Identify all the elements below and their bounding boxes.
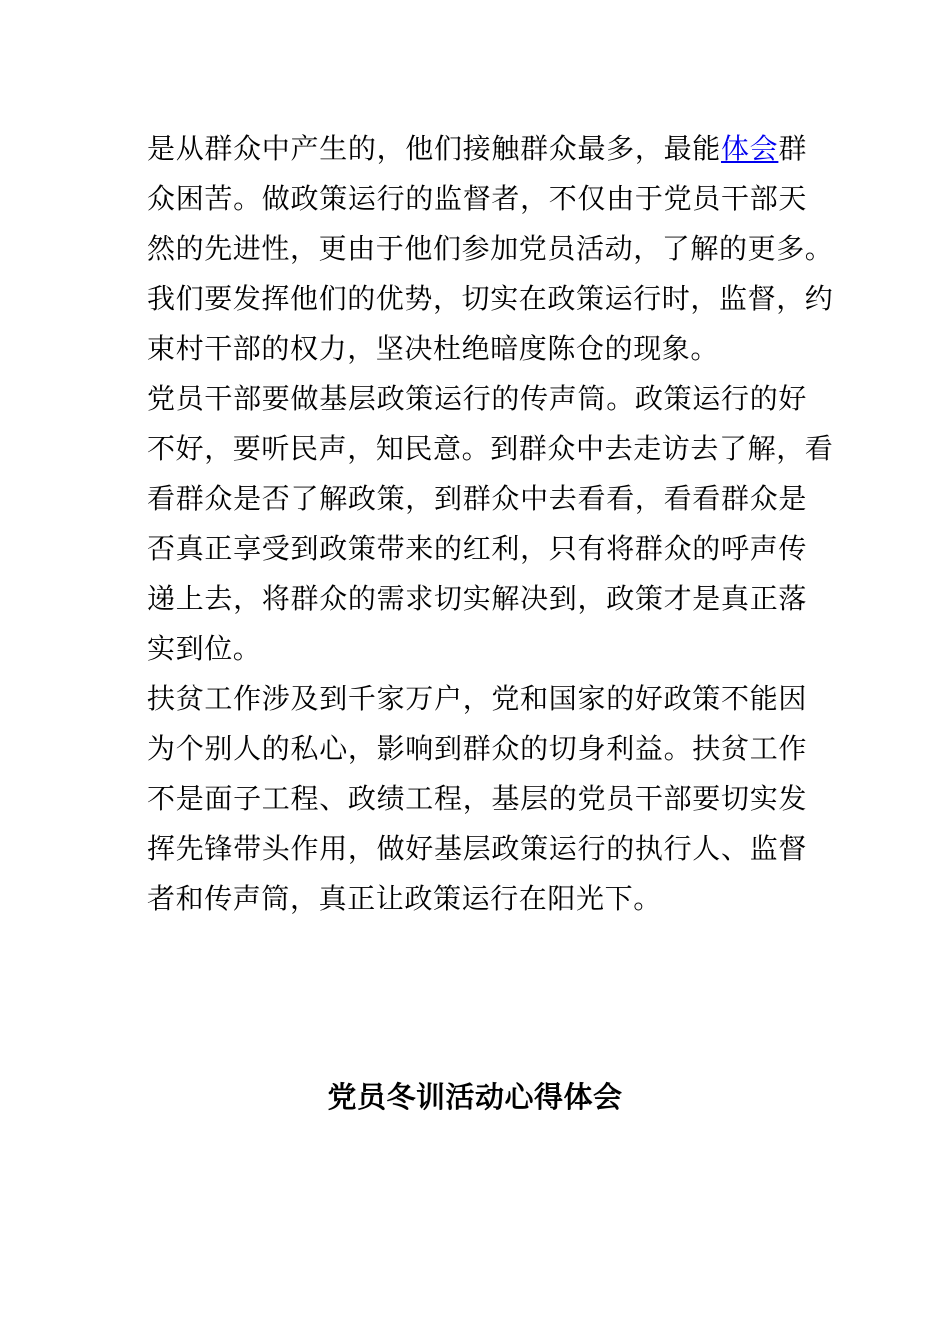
- document-body: [147, 124, 834, 924]
- paragraph-line: 扶贫工作涉及到千家万户，党和国家的好政策不能因: [147, 682, 807, 715]
- paragraph-line: 众困苦。做政策运行的监督者，不仅由于党员干部天: [147, 182, 807, 215]
- inline-link-tihui[interactable]: 体会: [720, 132, 779, 165]
- paragraph-line: 者和传声筒，真正让政策运行在阳光下。: [147, 882, 662, 915]
- paragraph-1: [147, 124, 834, 374]
- line-text: 是从群众中产生的，他们接触群众最多，最能: [147, 132, 721, 165]
- paragraph-line: 为个别人的私心，影响到群众的切身利益。扶贫工作: [147, 732, 807, 765]
- paragraph-line: [147, 124, 807, 174]
- paragraph-line: 不好，要听民声，知民意。到群众中去走访去了解，看: [147, 432, 834, 465]
- paragraph-line: 不是面子工程、政绩工程，基层的党员干部要切实发: [147, 782, 807, 815]
- paragraph-2: [147, 374, 834, 674]
- paragraph-line: 否真正享受到政策带来的红利，只有将群众的呼声传: [147, 532, 807, 565]
- paragraph-line: 党员干部要做基层政策运行的传声筒。政策运行的好: [147, 382, 807, 415]
- paragraph-line: 看群众是否了解政策，到群众中去看看，看看群众是: [147, 482, 807, 515]
- paragraph-3: [147, 674, 807, 924]
- paragraph-line: 实到位。: [147, 632, 262, 665]
- paragraph-line: 挥先锋带头作用，做好基层政策运行的执行人、监督: [147, 832, 807, 865]
- document-title: 党员冬训活动心得体会: [327, 1080, 623, 1114]
- paragraph-line: 然的先进性，更由于他们参加党员活动，了解的更多。: [147, 232, 834, 265]
- paragraph-line: 束村干部的权力，坚决杜绝暗度陈仓的现象。: [147, 332, 720, 365]
- paragraph-line: 我们要发挥他们的优势，切实在政策运行时，监督，约: [147, 282, 834, 315]
- paragraph-line: 递上去，将群众的需求切实解决到，政策才是真正落: [147, 582, 807, 615]
- line-text: 群: [778, 132, 807, 165]
